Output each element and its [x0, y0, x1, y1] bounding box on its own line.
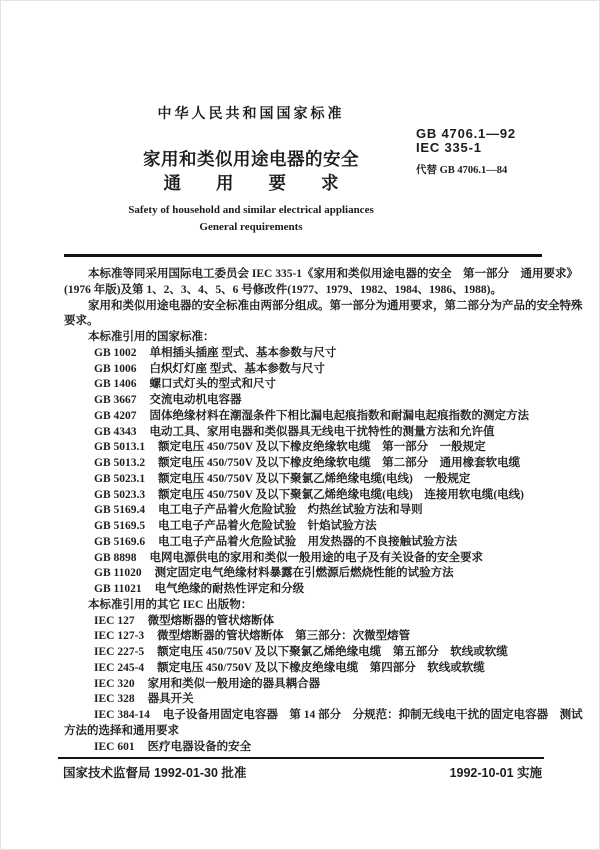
reference-title: 额定电压 450/750V 及以下橡皮绝缘软电缆 第一部分 一般规定: [158, 441, 486, 454]
gb-reference-item: [64, 503, 551, 519]
reference-code: GB 3667: [94, 394, 137, 406]
reference-code: IEC 227-5: [94, 646, 145, 658]
reference-code: GB 5013.2: [94, 457, 146, 469]
replaces-note: 代替 GB 4706.1—84: [416, 165, 508, 176]
iec-reference-item: [64, 677, 551, 693]
gb-reference-item: [64, 362, 551, 378]
gb-reference-item: [64, 551, 551, 567]
reference-title: 电气绝缘的耐热性评定和分级: [154, 583, 305, 595]
gb-reference-item: [64, 519, 551, 535]
gb-reference-item: [64, 488, 551, 504]
document-title-en: Safety of household and similar electrical appliances: [128, 204, 374, 216]
gb-reference-item: [64, 582, 551, 598]
iec-reference-item: [64, 629, 551, 645]
reference-title: 白炽灯灯座 型式、基本参数与尺寸: [149, 362, 325, 375]
reference-title: 额定电压 450/750V 及以下橡皮绝缘软电缆 第二部分 通用橡套软电缆: [158, 457, 521, 469]
iec-reference-item: [64, 740, 551, 756]
iec-reference-item: [64, 645, 551, 661]
reference-code: IEC 328: [94, 693, 135, 706]
gb-reference-item: [64, 425, 551, 441]
gb-reference-item: [64, 409, 551, 425]
reference-title: 电子设备用固定电容器 第 14 部分 分规范：抑制无线电干扰的固定电容器 测试: [162, 709, 583, 721]
reference-title: 器具开关: [147, 693, 194, 706]
reference-code: GB 11020: [94, 567, 142, 580]
gb-reference-item: [64, 377, 551, 393]
reference-code: IEC 245-4: [94, 661, 145, 674]
reference-code: GB 8898: [94, 551, 137, 564]
iec-reference-item: [64, 692, 551, 708]
reference-title: 家用和类似一般用途的器具耦合器: [147, 677, 321, 690]
iec-reference-item: [64, 614, 551, 630]
reference-title: 额定电压 450/750V 及以下聚氯乙烯绝缘电缆 第五部分 软线或软缆: [157, 646, 508, 658]
paragraph-line: 要求。: [64, 315, 99, 328]
gb-list-intro: 本标准引用的国家标准：: [88, 331, 215, 343]
reference-code: GB 5169.6: [94, 535, 146, 548]
iec-list-intro: 本标准引用的其它 IEC 出版物：: [88, 598, 253, 611]
reference-code: GB 1002: [94, 346, 137, 359]
approval-authority-line: 国家技术监督局 1992-01-30 批准: [63, 766, 247, 780]
reference-title: 电网电源供电的家用和类似一般用途的电子及有关设备的安全要求: [149, 551, 483, 564]
national-standard-label: 中华人民共和国国家标准: [157, 105, 345, 121]
reference-title: 电工电子产品着火危险试验 灼热丝试验方法和导则: [158, 504, 423, 517]
reference-code: GB 5023.3: [94, 488, 146, 501]
reference-title: 额定电压 450/750V 及以下聚氯乙烯绝缘电缆(电线) 连接用软电缆(电线): [158, 488, 524, 501]
reference-code: GB 5023.1: [94, 472, 146, 485]
header-divider-rule: [64, 254, 542, 257]
reference-code: IEC 384-14: [94, 709, 150, 721]
iec-number: IEC 335-1: [416, 139, 482, 155]
gb-reference-item: [64, 456, 551, 472]
gb-reference-item: [64, 440, 551, 456]
implementation-date-line: 1992-10-01 实施: [449, 766, 542, 780]
reference-title: 测定固定电气绝缘材料暴露在引燃源后燃烧性能的试验方法: [154, 567, 454, 580]
gb-reference-item: [64, 566, 551, 582]
reference-continuation: 方法的选择和通用要求: [64, 724, 179, 737]
paragraph-line: (1976 年版)及第 1、2、3、4、5、6 号修改件(1977、1979、1982、1984、1986、1988)。: [64, 283, 502, 296]
iec-reference-item: [64, 708, 583, 724]
reference-code: IEC 601: [94, 740, 135, 753]
document-subtitle-en: General requirements: [199, 221, 303, 233]
reference-code: GB 11021: [94, 583, 142, 595]
reference-code: GB 5013.1: [94, 441, 146, 454]
iec-reference-item: [64, 661, 551, 677]
reference-title: 额定电压 450/750V 及以下橡皮绝缘电缆 第四部分 软线或软缆: [157, 661, 485, 674]
reference-title: 微型熔断器的管状熔断体: [147, 614, 275, 627]
reference-title: 医疗电器设备的安全: [147, 740, 252, 753]
reference-code: GB 1406: [94, 378, 137, 391]
reference-code: GB 1006: [94, 362, 137, 375]
reference-code: IEC 320: [94, 677, 135, 690]
reference-code: IEC 127: [94, 614, 135, 627]
paragraph-line: 本标准等同采用国际电工委员会 IEC 335-1《家用和类似用途电器的安全 第一部分 通用要求》: [88, 268, 579, 280]
reference-code: IEC 127-3: [94, 630, 145, 643]
gb-reference-item: [64, 393, 551, 409]
reference-title: 微型熔断器的管状熔断体 第三部分：次微型熔管: [157, 630, 411, 643]
reference-title: 固体绝缘材料在潮湿条件下相比漏电起痕指数和耐漏电起痕指数的测定方法: [149, 409, 529, 422]
document-title-cn: 家用和类似用途电器的安全: [143, 149, 359, 169]
gb-reference-item: [64, 535, 551, 551]
reference-title: 额定电压 450/750V 及以下聚氯乙烯绝缘电缆(电线) 一般规定: [158, 472, 471, 485]
reference-code: GB 4207: [94, 409, 137, 422]
paragraph-line: 家用和类似用途电器的安全标准由两部分组成。第一部分为通用要求，第二部分为产品的安全特殊: [88, 299, 583, 312]
reference-title: 单相插头插座 型式、基本参数与尺寸: [149, 346, 337, 359]
reference-title: 电工电子产品着火危险试验 针焰试验方法: [158, 520, 377, 532]
gb-reference-item: [64, 346, 551, 362]
reference-title: 电工电子产品着火危险试验 用发热器的不良接触试验方法: [158, 535, 458, 548]
document-title-cn-line2: 通 用 要 求: [163, 173, 339, 193]
standard-number: GB 4706.1—92: [416, 126, 516, 141]
reference-title: 螺口式灯头的型式和尺寸: [149, 378, 276, 391]
footer-divider-rule: [58, 757, 544, 759]
reference-code: GB 5169.4: [94, 504, 146, 517]
reference-code: GB 4343: [94, 425, 137, 438]
reference-code: GB 5169.5: [94, 520, 146, 532]
document-body: [64, 267, 583, 755]
reference-title: 交流电动机电容器: [149, 394, 242, 406]
reference-title: 电动工具、家用电器和类似器具无线电干扰特性的测量方法和允许值: [149, 425, 495, 438]
gb-reference-item: [64, 472, 551, 488]
